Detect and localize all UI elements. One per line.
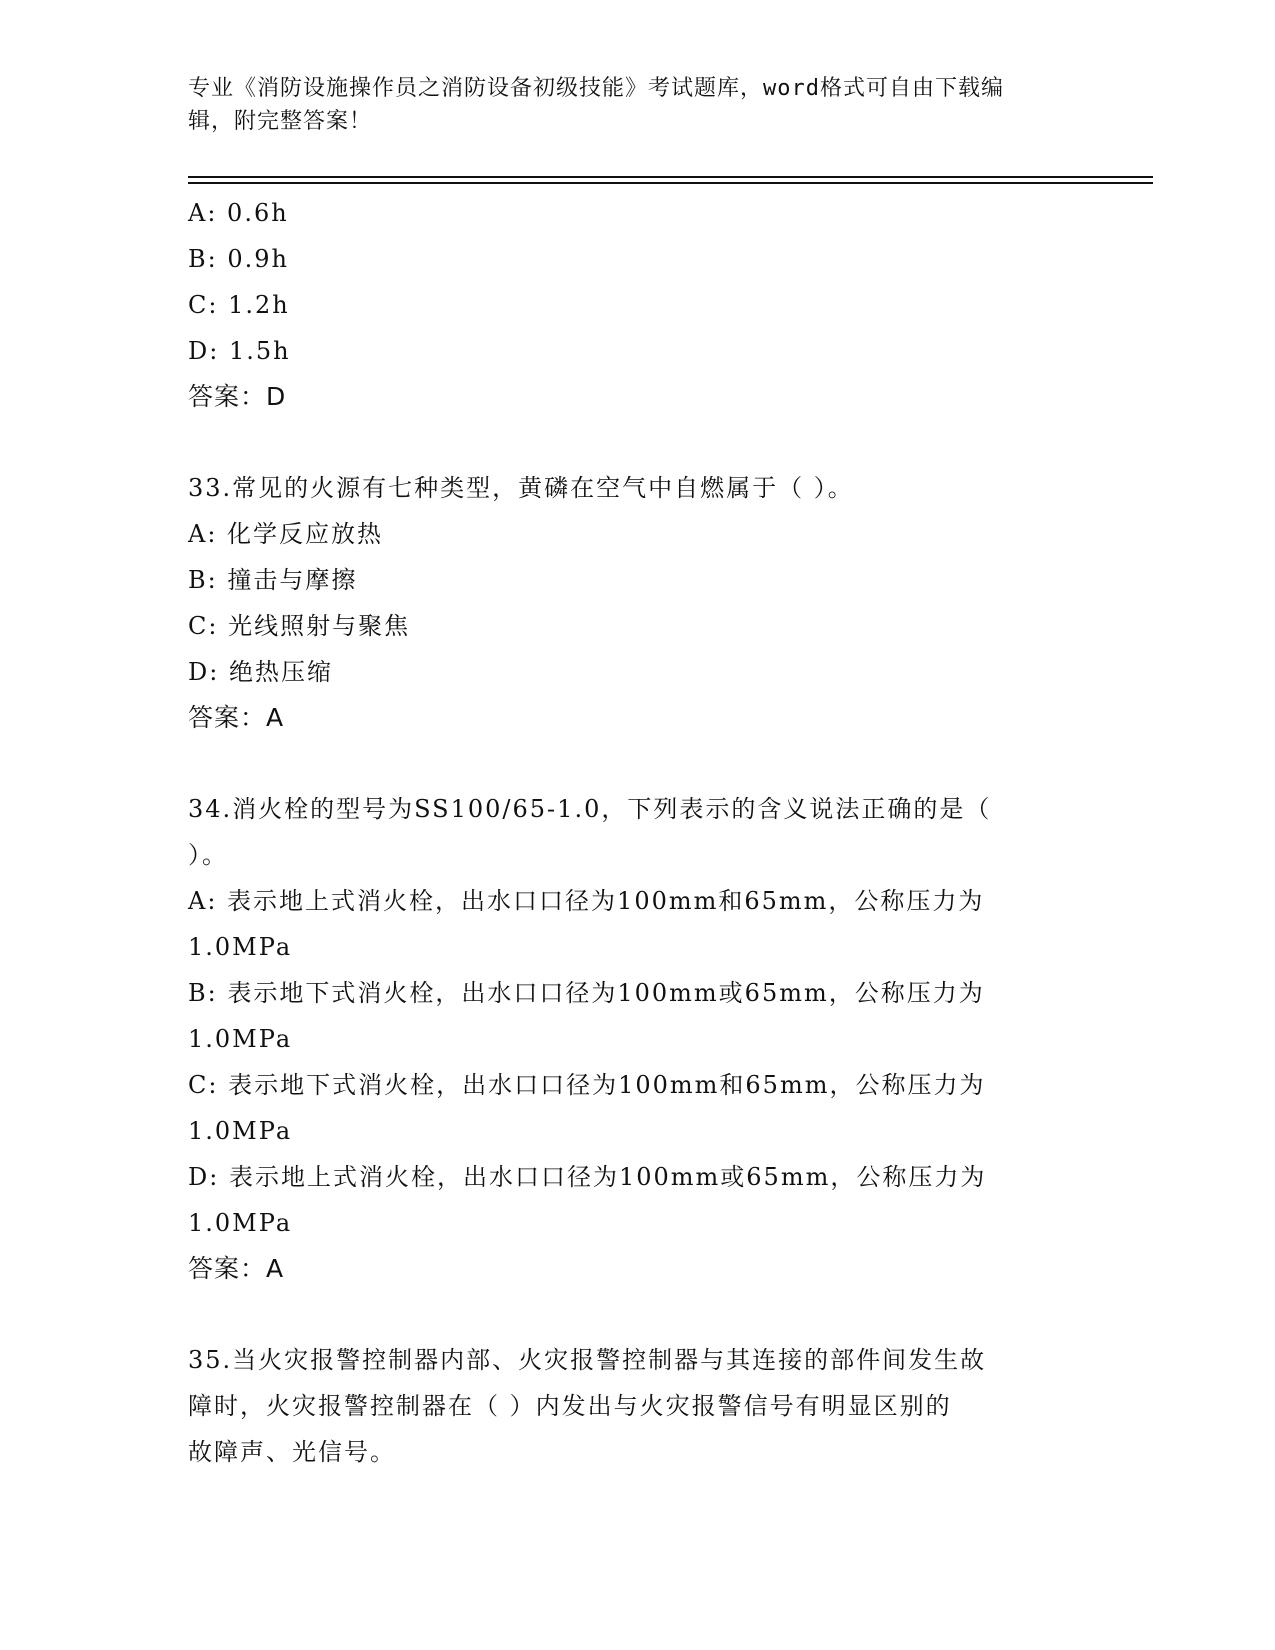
q33-option-c: C: 光线照射与聚焦 (188, 612, 411, 640)
q33-option-a: A: 化学反应放热 (188, 520, 384, 548)
spacer (188, 1292, 1088, 1337)
q35-stem-line-3: 故障声、光信号。 (188, 1438, 396, 1466)
header-divider-bottom (188, 182, 1153, 184)
question-content (188, 190, 1088, 1475)
q34-option-d: D: 表示地上式消火栓，出水口口径为100mm或65mm，公称压力为 (188, 1163, 987, 1191)
q34-option-a: A: 表示地上式消火栓，出水口口径为100mm和65mm，公称压力为 (188, 887, 985, 915)
document-header (188, 72, 1068, 138)
q33-option-d: D: 绝热压缩 (188, 658, 333, 686)
spacer (188, 420, 1088, 465)
q34-option-c: C: 表示地下式消火栓，出水口口径为100mm和65mm，公称压力为 (188, 1071, 986, 1099)
q32-option-b: B: 0.9h (188, 245, 289, 273)
q34-answer: 答案：A (188, 1254, 285, 1283)
q34-option-b: B: 表示地下式消火栓，出水口口径为100mm或65mm，公称压力为 (188, 979, 985, 1007)
q33-option-b: B: 撞击与摩擦 (188, 566, 358, 594)
q34-option-a-cont: 1.0MPa (188, 933, 293, 961)
q34-stem-line-1: 34.消火栓的型号为SS100/65-1.0，下列表示的含义说法正确的是（ (188, 795, 992, 823)
spacer (188, 741, 1088, 786)
header-title-line-2: 辑，附完整答案！ (188, 109, 373, 134)
q32-option-c: C: 1.2h (188, 291, 290, 319)
question-33 (188, 465, 1088, 741)
q32-option-a: A: 0.6h (188, 199, 289, 227)
header-divider-top (188, 176, 1153, 178)
header-title-line-1: 专业《消防设施操作员之消防设备初级技能》考试题库，word格式可自由下载编 (188, 76, 1004, 101)
q35-stem-line-1: 35.当火灾报警控制器内部、火灾报警控制器与其连接的部件间发生故 (188, 1346, 987, 1374)
q34-option-b-cont: 1.0MPa (188, 1025, 293, 1053)
question-32 (188, 190, 1088, 420)
q35-stem-line-2: 障时，火灾报警控制器在（ ）内发出与火灾报警信号有明显区别的 (188, 1392, 952, 1420)
question-35 (188, 1337, 1088, 1475)
q32-option-d: D: 1.5h (188, 337, 291, 365)
q34-option-c-cont: 1.0MPa (188, 1117, 293, 1145)
q33-stem: 33.常见的火源有七种类型，黄磷在空气中自燃属于（ ）。 (188, 474, 854, 502)
question-34 (188, 786, 1088, 1292)
q34-option-d-cont: 1.0MPa (188, 1209, 293, 1237)
q32-answer: 答案：D (188, 382, 287, 411)
q33-answer: 答案：A (188, 703, 285, 732)
q34-stem-line-2: ）。 (188, 841, 228, 869)
